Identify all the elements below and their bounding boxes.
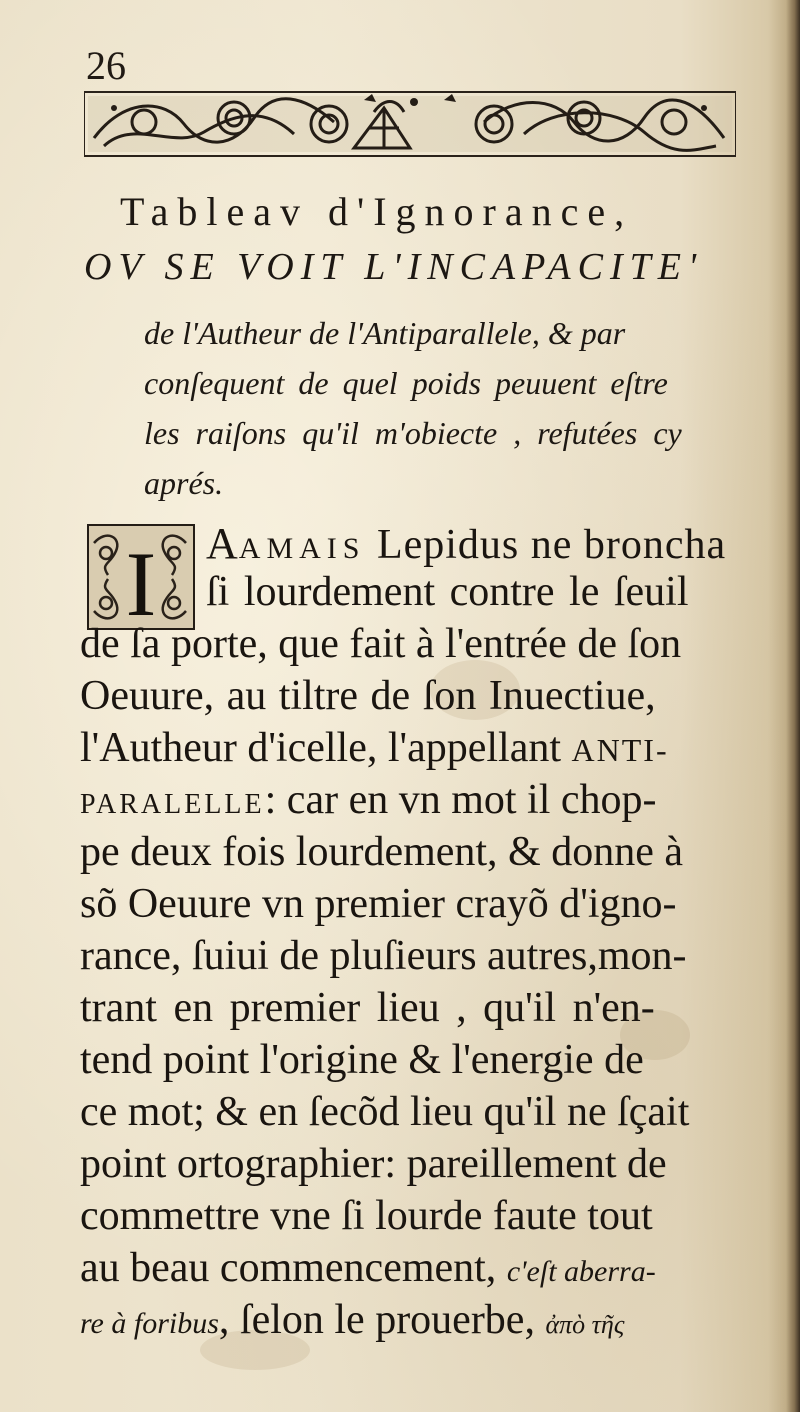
subtitle-line: conſequent de quel poids peuuent eſtre	[144, 365, 668, 401]
text-line: tend point l'origine & l'energie de	[80, 1037, 644, 1083]
text-line: PARALELLE: car en vn mot il chop-	[80, 777, 657, 823]
page-number: 26	[86, 43, 126, 88]
initial-letter: I	[125, 533, 157, 631]
subtitle-line: de l'Autheur de l'Antiparallele, & par	[144, 315, 626, 351]
text-line: pe deux fois lourdement, & donne à	[80, 829, 684, 875]
text-line: ce mot; & en ſecõd lieu qu'il ne ſçait	[80, 1089, 690, 1135]
text-line: point ortographier: pareillement de	[80, 1141, 667, 1187]
decorated-initial	[86, 523, 196, 631]
text-line: l'Autheur d'icelle, l'appellant ANTI-	[80, 725, 669, 771]
page-edge-shadow	[786, 0, 800, 1412]
text-line: ſi lourdement contre le ſeuil	[206, 569, 689, 615]
text-line: re à foribus, ſelon le prouerbe, ἀπὸ τῆς	[80, 1297, 625, 1343]
text-line: au beau commencement, c'eſt aberra-	[80, 1245, 656, 1291]
chapter-title: Tableav d'Ignorance,	[120, 189, 634, 234]
ornamental-headpiece	[84, 88, 736, 160]
text-line: commettre vne ſi lourde faute tout	[80, 1193, 653, 1239]
subtitle-line: OV SE VOIT L'INCAPACITE'	[84, 246, 704, 288]
text-line: trant en premier lieu , qu'il n'en-	[80, 985, 655, 1031]
text-line: rance, ſuiui de pluſieurs autres,mon-	[80, 933, 687, 979]
text-line: AAMAIS Lepidus ne broncha	[206, 519, 727, 568]
subtitle-line: aprés.	[144, 465, 224, 501]
text-line: de ſa porte, que fait à l'entrée de ſon	[80, 621, 682, 667]
text-line: Oeuure, au tiltre de ſon Inuectiue,	[80, 673, 656, 719]
subtitle-line: les raiſons qu'il m'obiecte , refutées cy	[144, 415, 682, 451]
text-line: sõ Oeuure vn premier crayõ d'igno-	[80, 881, 677, 927]
